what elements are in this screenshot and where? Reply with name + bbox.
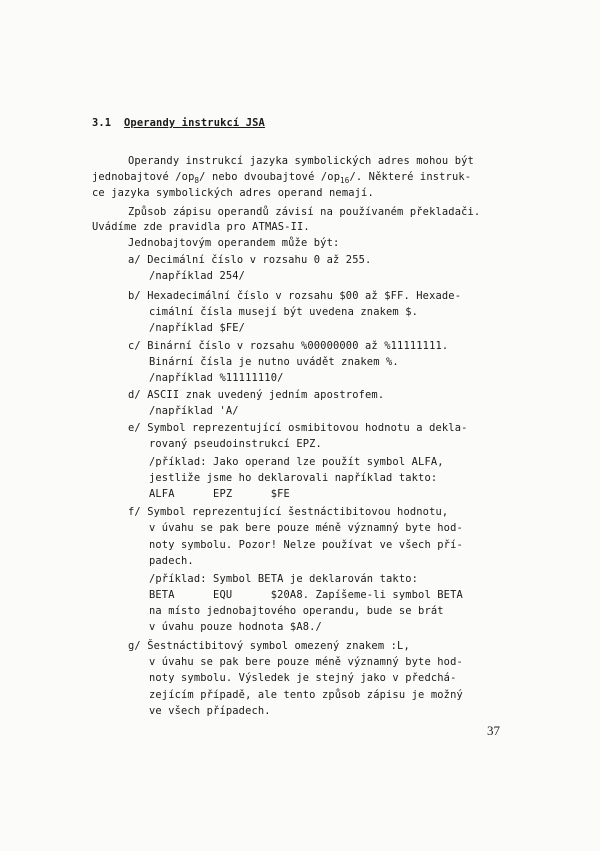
list-item-d: d/ ASCII znak uvedený jedním apostrofem.: [128, 389, 385, 401]
list-item-b: cimální čísla musejí být uvedena znakem $.: [149, 306, 419, 318]
list-item-e-code: ALFA EPZ $FE: [149, 488, 290, 500]
list-item-f: v úvahu pouze hodnota $A8./: [149, 621, 322, 633]
intro-line: Jednobajtovým operandem může být:: [128, 237, 340, 249]
list-item-f: v úvahu se pak bere pouze méně významný byte hod-: [149, 522, 463, 534]
list-item-f: f/ Symbol reprezentující šestnáctibitovou hodnotu,: [128, 506, 449, 518]
intro-line: jednobajtové $/op_8/$ nebo dvoubajtové $/op_{16}/$. Některé instruk-: [92, 171, 472, 185]
intro-line: Uvádíme zde pravidla pro ATMAS-II.: [92, 221, 310, 233]
list-item-a: a/ Decimální číslo v rozsahu 0 až 255.: [128, 254, 372, 266]
subscript: 8: [194, 176, 200, 185]
section-title: Operandy instrukcí JSA: [124, 117, 265, 129]
list-item-g: noty symbolu. Výsledek je stejný jako v předchá-: [149, 672, 457, 684]
list-item-g: ve všech případech.: [149, 705, 271, 717]
list-item-g: zejícím případě, ale tento způsob zápisu je možný: [149, 689, 463, 701]
list-item-b: /například $FE/: [149, 322, 246, 334]
list-item-c: c/ Binární číslo v rozsahu %00000000 až %11111111.: [128, 340, 449, 352]
subscript: 16: [340, 176, 350, 185]
list-item-g: v úvahu se pak bere pouze méně významný byte hod-: [149, 656, 463, 668]
list-item-f-code: BETA EQU $20A8. Zapíšeme-li symbol BETA: [149, 589, 463, 601]
list-item-f: na místo jednobajtového operandu, bude se brát: [149, 605, 444, 617]
list-item-g: g/ Šestnáctibitový symbol omezený znakem :L,: [128, 640, 410, 652]
intro-line: Způsob zápisu operandů závisí na používaném překladači.: [128, 206, 481, 218]
list-item-d: /například 'A/: [149, 405, 239, 417]
list-item-f: padech.: [149, 555, 194, 567]
list-item-e: rovaný pseudoinstrukcí EPZ.: [149, 438, 322, 450]
list-item-c: Binární čísla je nutno uvádět znakem %.: [149, 356, 399, 368]
section-heading: [92, 117, 265, 130]
list-item-f: /příklad: Symbol BETA je deklarován takto:: [149, 573, 419, 585]
page-number: 37: [487, 723, 500, 738]
list-item-a: /například 254/: [149, 270, 246, 282]
list-item-e: e/ Symbol reprezentující osmibitovou hodnotu a dekla-: [128, 422, 468, 434]
intro-line: Operandy instrukcí jazyka symbolických adres mohou být: [128, 155, 474, 167]
section-number: 3.1: [92, 117, 112, 129]
intro-line: ce jazyka symbolických adres operand nemají.: [92, 187, 374, 199]
list-item-c: /například %11111110/: [149, 372, 284, 384]
list-item-e: /příklad: Jako operand lze použít symbol ALFA,: [149, 456, 444, 468]
list-item-b: b/ Hexadecimální číslo v rozsahu $00 až $FF. Hexade-: [128, 290, 462, 302]
list-item-e: jestliže jsme ho deklarovali například takto:: [149, 472, 438, 484]
list-item-f: noty symbolu. Pozor! Nelze používat ve všech pří-: [149, 539, 463, 551]
